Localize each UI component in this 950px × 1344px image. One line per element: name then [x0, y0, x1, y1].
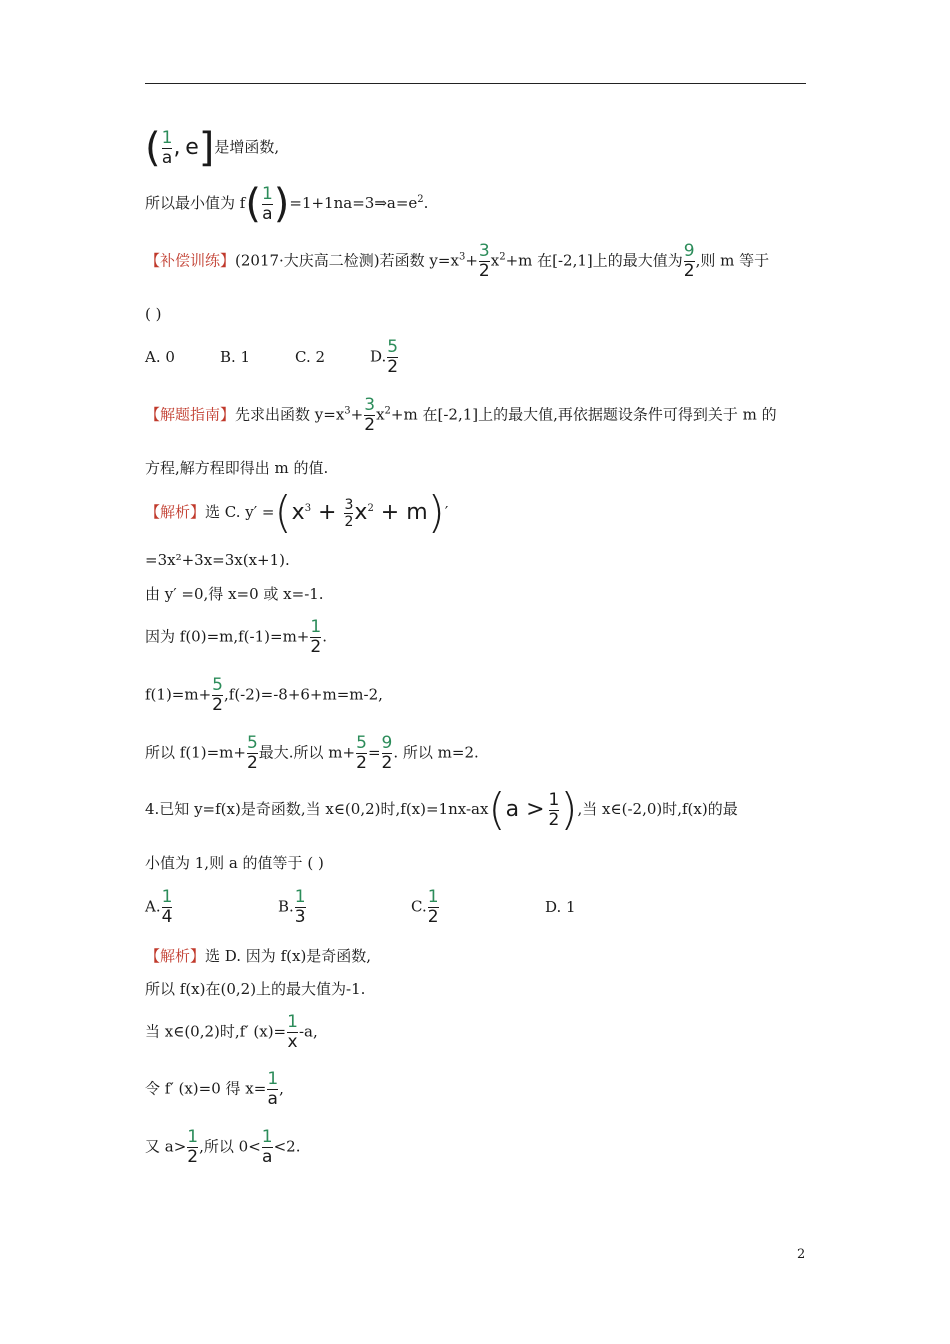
line-14: 小值为 1,则 a 的值等于 ( )	[145, 854, 324, 872]
text: 是增函数,	[214, 138, 280, 156]
fraction: $\frac{1}{a}$	[261, 1127, 273, 1167]
fraction: $\frac{5}{2}$	[387, 337, 399, 377]
open-paren: (	[145, 125, 161, 171]
option-a: A. $\frac{1}{4}$	[145, 887, 173, 927]
line-15: 【解析】选 D. 因为 f(x)是奇函数,	[145, 947, 372, 965]
line-5: 【解题指南】先求出函数 $y=x^3+$ $\frac{3}{2}$ $x^2+m$ 在[-2,1]上的最大值,再依据题设条件可得到关于 m 的	[145, 395, 777, 435]
fraction: $\frac{9}{2}$	[683, 241, 695, 281]
line-9: 由 y′ =0,得 x=0 或 x=-1.	[145, 585, 324, 603]
line-19: 又 a> $\frac{1}{2}$ ,所以 0< $\frac{1}{a}$ <2.	[145, 1127, 301, 1167]
fraction: $\frac{1}{a}$	[161, 127, 173, 168]
line-12: 所以 f(1)=m+ $\frac{5}{2}$ 最大.所以 m+ $\frac{5}{2}$ = $\frac{9}{2}$ . 所以 m=2.	[145, 733, 479, 773]
close-bracket: ]	[198, 125, 215, 171]
page-number: 2	[797, 1247, 806, 1262]
option-d: D. $\frac{5}{2}$	[370, 337, 399, 377]
fraction: $\frac{3}{2}$	[364, 395, 376, 435]
section-tag: 【解析】	[145, 947, 206, 965]
fraction: $\frac{9}{2}$	[381, 733, 393, 773]
section-tag: 【解题指南】	[145, 405, 236, 424]
fraction: $\frac{1}{4}$	[161, 887, 173, 927]
fraction: $\frac{5}{2}$	[246, 733, 258, 773]
line-17: 当 x∈(0,2)时,f′ (x)= $\frac{1}{x}$ -a,	[145, 1012, 318, 1052]
line-4: ( )	[145, 305, 162, 323]
options-row-2	[145, 888, 576, 927]
line-18: 令 f′ (x)=0 得 x= $\frac{1}{a}$ ,	[145, 1069, 284, 1109]
fraction: $\frac{1}{2}$	[548, 789, 560, 830]
option-c: C. $\frac{1}{2}$	[411, 887, 439, 927]
fraction: $\frac{1}{2}$	[187, 1127, 199, 1167]
option-b: B. 1	[220, 347, 251, 366]
fraction: $\frac{1}{x}$	[287, 1012, 298, 1052]
option-c: C. 2	[295, 347, 326, 366]
line-11: f(1)=m+ $\frac{5}{2}$ ,f(-2)=-8+6+m=m-2,	[145, 675, 383, 715]
line-6: 方程,解方程即得出 m 的值.	[145, 459, 329, 477]
line-13: 4.已知 y=f(x)是奇函数,当 x∈(0,2)时,f(x)=1nx-ax(a > $\frac{1}{2}$ ),当 x∈(-2,0)时,f(x)的最	[145, 784, 738, 835]
header-rule	[145, 83, 806, 84]
fraction: $\frac{1}{3}$	[294, 887, 306, 927]
fraction: $\frac{1}{2}$	[310, 617, 322, 657]
fraction: $\frac{3}{2}$	[478, 241, 490, 281]
line-1: ( $\frac{1}{a}$ , e]是增函数,	[145, 125, 280, 171]
line-3: 【补偿训练】(2017·大庆高二检测)若函数 $y=x^3+$ $\frac{3}{2}$ $x^2+m$ 在[-2,1]上的最大值为 $\frac{9}{2}$ ,则 m 等于	[145, 241, 770, 281]
option-d: D. 1	[545, 897, 576, 916]
fraction: $\frac{1}{a}$	[267, 1069, 279, 1109]
line-2: 所以最小值为 f( $\frac{1}{a}$ )$=1+1na=3\Rightarrow a=e^2$.	[145, 181, 429, 227]
fraction: $\frac{3}{2}$	[344, 496, 354, 530]
e-symbol: e	[185, 135, 199, 160]
line-10: 因为 f(0)=m,f(-1)=m+ $\frac{1}{2}$ .	[145, 617, 327, 657]
fraction: $\frac{5}{2}$	[356, 733, 367, 773]
section-tag: 【补偿训练】	[145, 251, 236, 270]
option-b: B. $\frac{1}{3}$	[278, 887, 306, 927]
line-16: 所以 f(x)在(0,2)上的最大值为-1.	[145, 980, 366, 998]
options-row-1	[145, 338, 399, 377]
line-7: 【解析】选 C. $y' =(x^3$ + $\frac{3}{2}$ $x^2 + m)'$	[145, 487, 449, 538]
section-tag: 【解析】	[145, 503, 206, 521]
fraction: $\frac{1}{a}$	[261, 183, 273, 224]
fraction: $\frac{1}{2}$	[427, 887, 439, 927]
line-8: =3x²+3x=3x(x+1).	[145, 551, 290, 569]
option-a: A. 0	[145, 347, 175, 366]
fraction: $\frac{5}{2}$	[212, 675, 223, 715]
